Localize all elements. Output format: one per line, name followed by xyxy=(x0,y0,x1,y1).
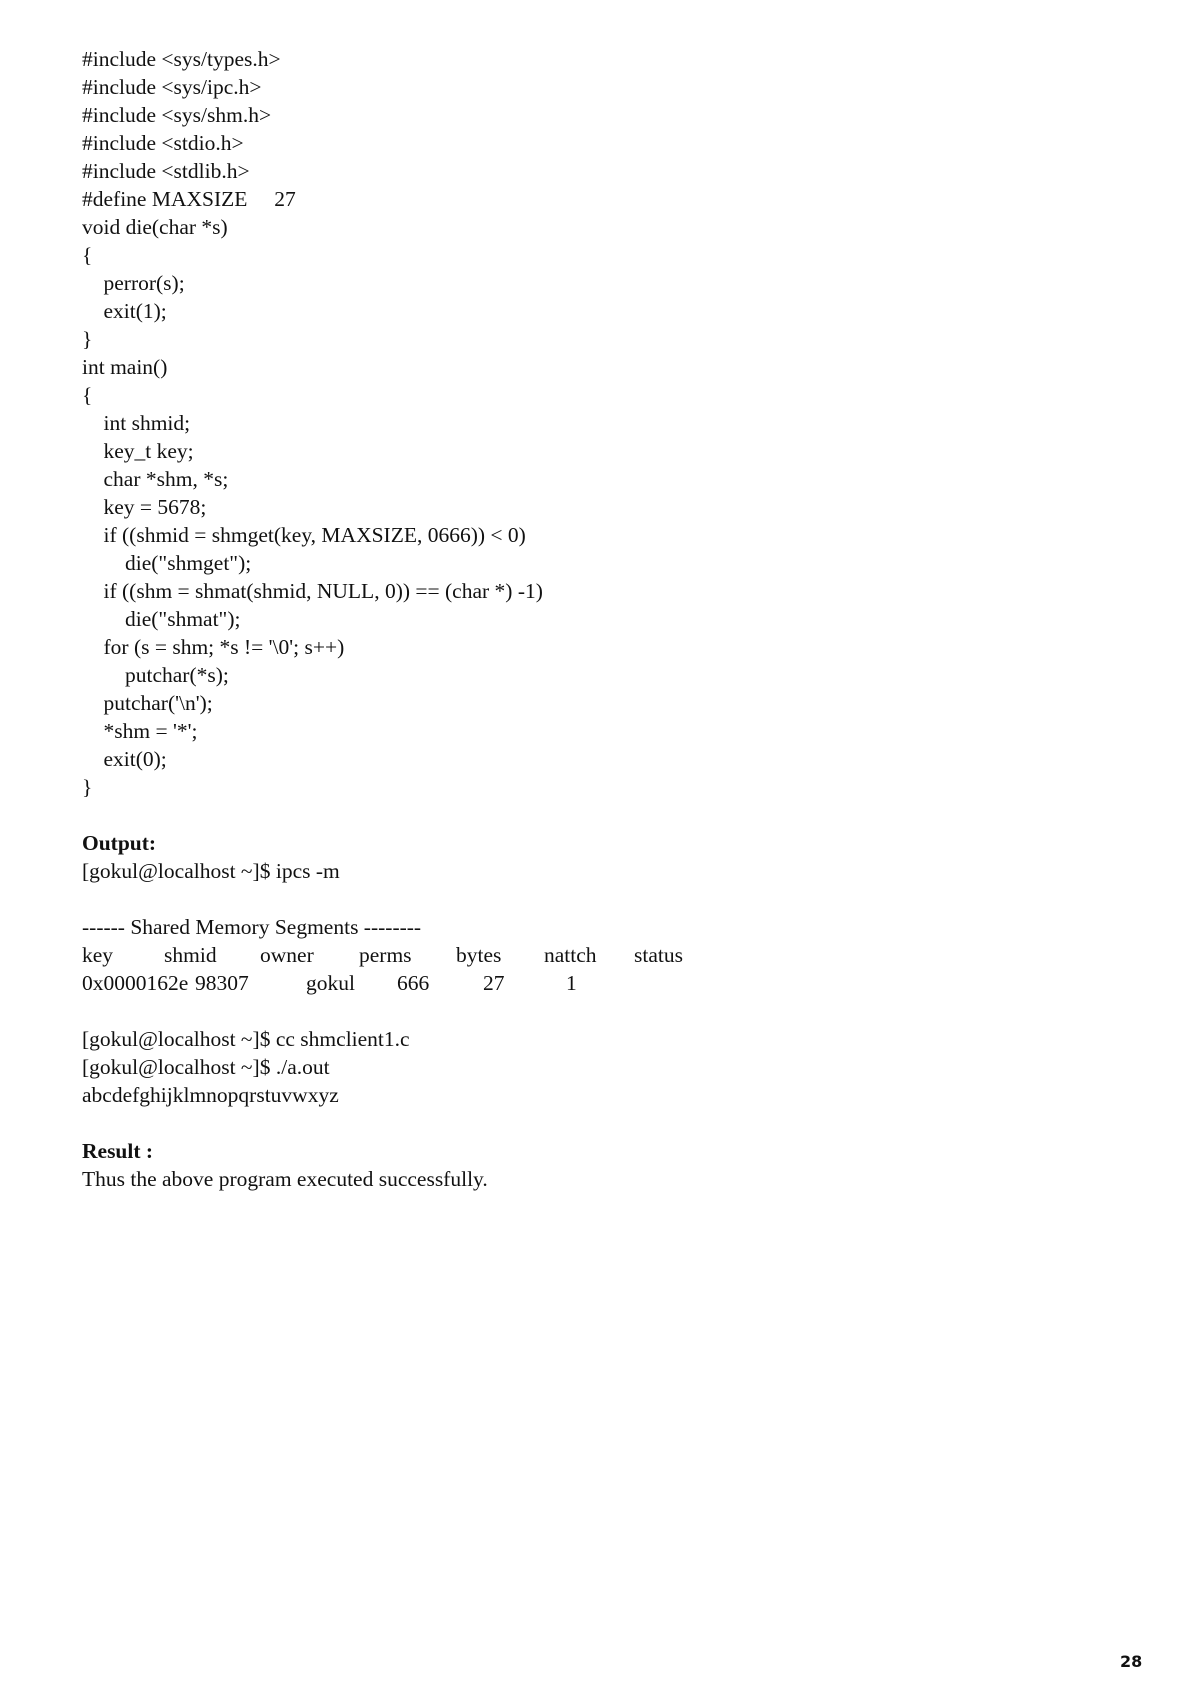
code-line: int shmid; xyxy=(82,411,191,435)
segments-table-header xyxy=(82,941,683,969)
code-line: } xyxy=(82,327,93,351)
result-heading: Result : xyxy=(82,1139,154,1163)
code-line: exit(0); xyxy=(82,747,167,771)
code-line: #include <sys/ipc.h> xyxy=(82,75,262,99)
code-line: { xyxy=(82,243,93,267)
code-line: exit(1); xyxy=(82,299,167,323)
spacer xyxy=(82,885,543,913)
code-line: if ((shmid = shmget(key, MAXSIZE, 0666)) < 0) xyxy=(82,523,526,547)
code-line: *shm = '*'; xyxy=(82,719,198,743)
table-header-cell: nattch xyxy=(544,943,597,967)
code-line: key = 5678; xyxy=(82,495,207,519)
compile-command-line: [gokul@localhost ~]$ cc shmclient1.c xyxy=(82,1027,410,1051)
document-body xyxy=(82,45,683,1193)
segments-table-row xyxy=(82,969,577,997)
code-line: int main() xyxy=(82,355,168,379)
table-header-cell: key xyxy=(82,943,114,967)
result-text: Thus the above program executed successfully. xyxy=(82,1167,488,1191)
code-line: for (s = shm; *s != '\0'; s++) xyxy=(82,635,345,659)
source-code xyxy=(82,45,543,801)
code-line: { xyxy=(82,383,93,407)
spacer xyxy=(82,997,543,1025)
code-line: #include <stdlib.h> xyxy=(82,159,250,183)
table-header-cell: owner xyxy=(260,943,314,967)
table-cell: 27 xyxy=(483,971,505,995)
output-section xyxy=(82,829,683,1109)
ipcs-command-line: [gokul@localhost ~]$ ipcs -m xyxy=(82,859,340,883)
code-line: die("shmget"); xyxy=(82,551,252,575)
code-line: if ((shm = shmat(shmid, NULL, 0)) == (char *) -1) xyxy=(82,579,543,603)
table-header-cell: shmid xyxy=(164,943,217,967)
table-cell: 98307 xyxy=(195,971,249,995)
code-line: putchar('\n'); xyxy=(82,691,213,715)
code-line: void die(char *s) xyxy=(82,215,228,239)
program-output-line: abcdefghijklmnopqrstuvwxyz xyxy=(82,1083,339,1107)
code-line: putchar(*s); xyxy=(82,663,229,687)
table-cell: 0x0000162e xyxy=(82,971,189,995)
code-line: char *shm, *s; xyxy=(82,467,229,491)
table-cell: 666 xyxy=(397,971,430,995)
spacer xyxy=(82,801,543,829)
output-heading: Output: xyxy=(82,831,157,855)
table-header-cell: perms xyxy=(359,943,412,967)
code-line: #include <stdio.h> xyxy=(82,131,244,155)
code-line: #include <sys/types.h> xyxy=(82,47,281,71)
page-number: 28 xyxy=(1120,1652,1143,1671)
table-header-cell: bytes xyxy=(456,943,502,967)
segments-title: ------ Shared Memory Segments -------- xyxy=(82,915,422,939)
code-line: key_t key; xyxy=(82,439,194,463)
code-line: perror(s); xyxy=(82,271,185,295)
code-line: } xyxy=(82,775,93,799)
table-cell: 1 xyxy=(566,971,577,995)
spacer xyxy=(82,1109,543,1137)
code-line: #define MAXSIZE 27 xyxy=(82,187,296,211)
result-section xyxy=(82,1137,543,1193)
code-line: die("shmat"); xyxy=(82,607,241,631)
code-line: #include <sys/shm.h> xyxy=(82,103,272,127)
table-header-cell: status xyxy=(634,943,683,967)
table-cell: gokul xyxy=(306,971,355,995)
run-command-line: [gokul@localhost ~]$ ./a.out xyxy=(82,1055,330,1079)
